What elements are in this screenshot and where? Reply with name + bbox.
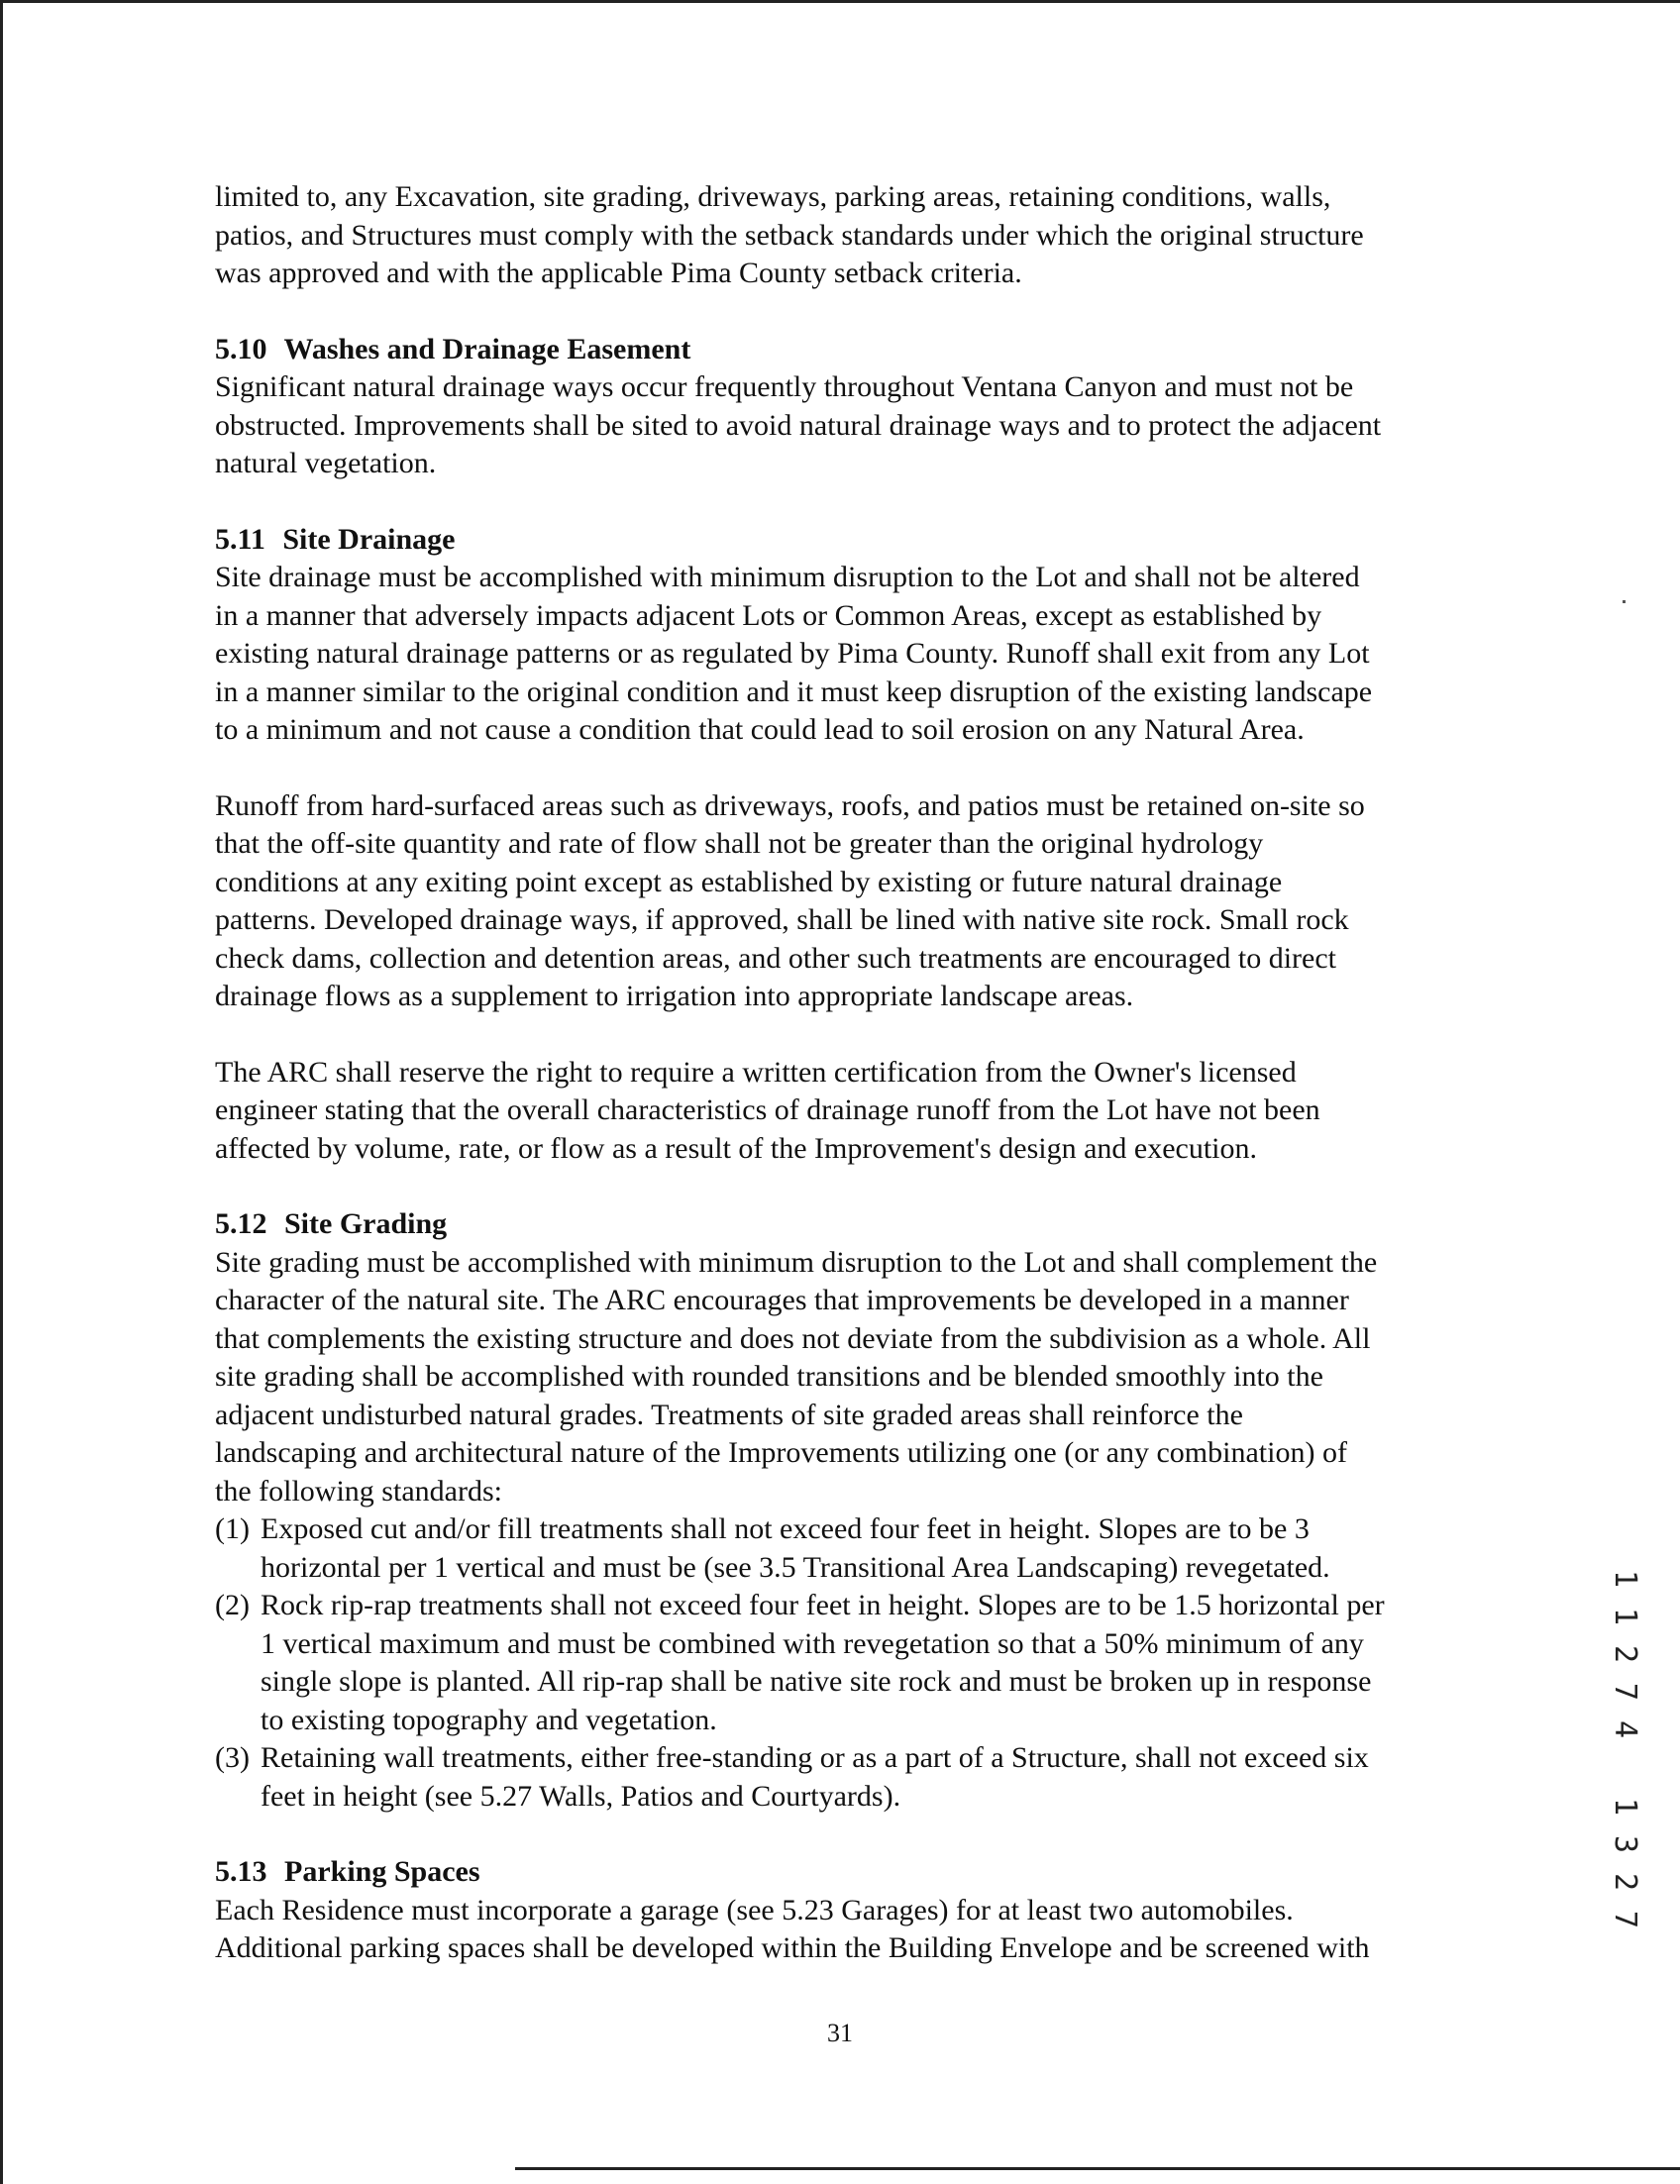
list-marker: (2) [215,1589,250,1621]
scan-speck [1623,600,1626,603]
text-line: to existing topography and vegetation. [261,1703,717,1736]
text-line: horizontal per 1 vertical and must be (see 3.5 Transitional Area Landscaping) revegetated. [261,1550,1330,1584]
text-line: that complements the existing structure and does not deviate from the subdivision as a whole. All [215,1321,1371,1355]
text-line: patterns. Developed drainage ways, if approved, shall be lined with native site rock. Small rock [215,903,1349,936]
text-line: character of the natural site. The ARC encourages that improvements be developed in a manner [215,1284,1349,1316]
text-line: landscaping and architectural nature of the Improvements utilizing one (or any combination) of [215,1436,1347,1469]
section-title: Washes and Drainage Easement [283,332,691,365]
text-line: the following standards: [215,1474,502,1508]
stamp-digit: 4 [1608,1719,1642,1739]
text-line: 1 vertical maximum and must be combined with revegetation so that a 50% minimum of any [261,1626,1364,1660]
text-line: Additional parking spaces shall be developed within the Building Envelope and be screened with [215,1931,1370,1964]
text-line: was approved and with the applicable Pima County setback criteria. [215,257,1022,289]
stamp-digit: 3 [1608,1834,1642,1854]
margin-recording-stamp [1605,1560,1644,1978]
section-washes [215,331,1522,483]
document-body [215,178,1522,1968]
section-site-drainage [215,521,1522,750]
text-line: feet in height (see 5.27 Walls, Patios and Courtyards). [261,1779,901,1813]
text-line: that the off-site quantity and rate of flow shall not be greater than the original hydrology [215,827,1264,860]
text-line: Each Residence must incorporate a garage (see 5.23 Garages) for at least two automobiles. [215,1893,1294,1926]
text-line: Rock rip-rap treatments shall not exceed four feet in height. Slopes are to be 1.5 horizontal per [261,1589,1385,1621]
list-marker: (3) [215,1741,250,1774]
section-number: 5.13 [215,1855,267,1888]
stamp-digit: 7 [1608,1910,1642,1929]
stamp-digit: 1 [1608,1797,1642,1817]
text-line: Site grading must be accomplished with minimum disruption to the Lot and shall complement the [215,1245,1378,1279]
text-line: in a manner similar to the original condition and it must keep disruption of the existing landscape [215,675,1373,708]
section-heading [215,331,1522,369]
section-number: 5.11 [215,522,265,556]
list-marker: (1) [215,1512,250,1545]
section-parking-spaces [215,1853,1522,1968]
text-line: in a manner that adversely impacts adjacent Lots or Common Areas, except as established by [215,598,1322,632]
section-site-grading [215,1205,1522,1816]
text-line: to a minimum and not cause a condition that could lead to soil erosion on any Natural Area. [215,713,1305,746]
scan-border-top [0,0,1680,3]
stamp-digit: 1 [1608,1607,1642,1626]
section-heading [215,521,1522,560]
stamp-group [1605,1788,1644,1938]
list-item [215,1587,1522,1739]
text-line: Site drainage must be accomplished with minimum disruption to the Lot and shall not be altered [215,561,1360,593]
section-heading [215,1853,1522,1892]
stamp-digit: 2 [1608,1872,1642,1892]
text-line: The ARC shall reserve the right to require a written certification from the Owner's licensed [215,1055,1297,1089]
grading-standards-list [215,1510,1522,1816]
text-line: engineer stating that the overall characteristics of drainage runoff from the Lot have not been [215,1093,1320,1126]
section-number: 5.10 [215,332,267,365]
scan-border-left [0,0,3,2184]
stamp-digit: 2 [1608,1644,1642,1664]
section-heading [215,1205,1522,1244]
text-line: natural vegetation. [215,447,437,479]
text-line: single slope is planted. All rip-rap shall be native site rock and must be broken up in response [261,1665,1372,1698]
section-number: 5.12 [215,1207,267,1240]
section-title: Site Grading [284,1207,448,1240]
intro-paragraph [215,178,1522,293]
section-title: Parking Spaces [284,1855,480,1888]
stamp-digit: 7 [1608,1682,1642,1702]
text-line: site grading shall be accomplished with rounded transitions and be blended smoothly into the [215,1360,1323,1393]
text-line: patios, and Structures must comply with the setback standards under which the original structure [215,218,1364,252]
text-line: Runoff from hard-surfaced areas such as driveways, roofs, and patios must be retained on-site so [215,788,1365,822]
section-title: Site Drainage [282,522,456,556]
text-line: affected by volume, rate, or flow as a result of the Improvement's design and execution. [215,1131,1258,1165]
text-line: Significant natural drainage ways occur frequently throughout Ventana Canyon and must not be [215,370,1354,403]
drainage-certification-paragraph [215,1054,1522,1169]
stamp-group [1605,1560,1644,1748]
text-line: Retaining wall treatments, either free-standing or as a part of a Structure, shall not exceed six [261,1741,1369,1774]
text-line: check dams, collection and detention areas, and other such treatments are encouraged to direct [215,941,1337,975]
drainage-runoff-paragraph [215,787,1522,1016]
list-item [215,1510,1522,1587]
text-line: existing natural drainage patterns or as regulated by Pima County. Runoff shall exit from any Lot [215,637,1370,670]
text-line: conditions at any exiting point except as established by existing or future natural drainage [215,865,1283,898]
text-line: Exposed cut and/or fill treatments shall not exceed four feet in height. Slopes are to be 3 [261,1512,1310,1545]
text-line: drainage flows as a supplement to irrigation into appropriate landscape areas. [215,980,1134,1012]
text-line: obstructed. Improvements shall be sited to avoid natural drainage ways and to protect the adjacent [215,408,1382,442]
text-line: adjacent undisturbed natural grades. Treatments of site graded areas shall reinforce the [215,1398,1243,1431]
page-number: 31 [827,2019,853,2047]
text-line: limited to, any Excavation, site grading, driveways, parking areas, retaining conditions, walls, [215,180,1331,213]
scan-border-bottom [515,2167,1680,2170]
list-item [215,1739,1522,1816]
stamp-digit: 1 [1608,1569,1642,1589]
